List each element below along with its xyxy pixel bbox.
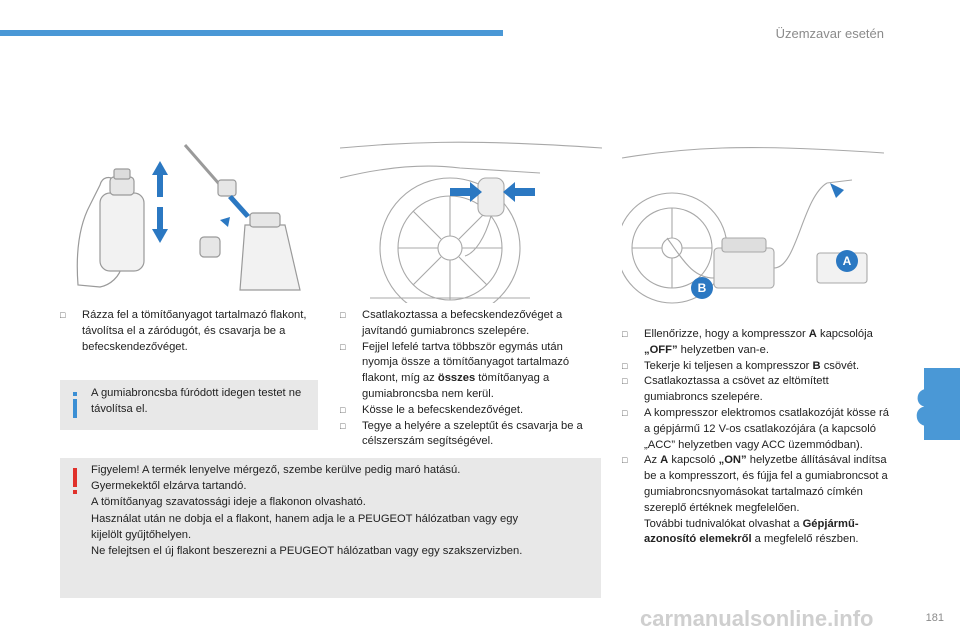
step-connect-power: □ A kompresszor elektromos csatlakozóját kösse rá a gépjármű 12 V-os csatlakozójára (a kapcsoló „ACC” helyzetben vagy ACC üzemmódban). — [622, 406, 892, 453]
warning-box — [60, 458, 601, 598]
step-unwind-hose: □ Tekerje ki teljesen a kompresszor B csövét. — [622, 359, 892, 375]
warning-icon — [70, 466, 80, 496]
warning-line: Figyelem! A termék lenyelve mérgező, szembe kerülve pedig maró hatású. — [91, 464, 461, 476]
label-b: B — [697, 281, 707, 295]
warning-line: Használat után ne dobja el a flakont, hanem adja le a PEUGEOT hálózatban vagy egy — [91, 512, 519, 525]
header-accent-bar — [0, 30, 503, 36]
steps-column-2 — [340, 308, 602, 450]
illustration-compressor — [622, 138, 884, 308]
steps-column-3 — [622, 327, 892, 548]
step-refit-valve: □ Tegye a helyére a szeleptűt és csavarja be a célszerszám segítségével. — [340, 419, 602, 451]
page-number: 181 — [925, 612, 944, 624]
chapter-number: 8 — [914, 378, 946, 438]
watermark: carmanualsonline.info — [640, 606, 874, 631]
wheel-drawing — [340, 138, 602, 303]
step-disconnect-injector: □ Kösse le a befecskendezővéget. — [340, 403, 602, 419]
warning-line: kijelölt gyűjtőhelyen. — [91, 528, 192, 541]
step-connect-hose: □ Csatlakoztassa a csövet az eltömített gumiabroncs szelepére. — [622, 374, 892, 406]
illustration-wheel-injection — [340, 138, 602, 303]
label-a: A — [842, 254, 852, 268]
sealant-bottle-drawing — [60, 125, 320, 295]
info-icon — [70, 390, 80, 420]
section-title: Üzemzavar esetén — [775, 26, 884, 41]
step-shake-bottle: □ Rázza fel a tömítőanyagot tartalmazó flakont, távolítsa el a záródugót, és csavarja be a befecskendezővéget. — [60, 308, 315, 355]
info-text: A gumiabroncsba fúródott idegen testet ne távolítsa el. — [91, 387, 302, 415]
step-start-compressor: □ Az A kapcsoló „ON” helyzetbe állításával indítsa be a kompresszort, és fújja fel a gumiabroncsot a gumiabroncsnyomásokat tartalmazó címkén szereplő értéknek megfelelően. További tudnivalókat olvashat a Gépjármű-azonosító elemekről a megfelelő részben. — [622, 453, 892, 548]
illustration-sealant-bottle — [60, 125, 320, 295]
warning-line: Gyermekektől elzárva tartandó. — [91, 480, 247, 493]
steps-column-1 — [60, 308, 315, 355]
step-squeeze-bottle: □ Fejjel lefelé tartva többször egymás után nyomja össze a tömítőanyagot tartalmazó flakont, míg az összes tömítőanyag a gumiabroncsba nem kerül. — [340, 340, 602, 403]
step-check-switch: □ Ellenőrizze, hogy a kompresszor A kapcsolója „OFF” helyzetben van-e. — [622, 327, 892, 359]
info-box — [60, 380, 318, 430]
step-connect-injector: □ Csatlakoztassa a befecskendezővéget a javítandó gumiabroncs szelepére. — [340, 308, 602, 340]
warning-line: A tömítőanyag szavatossági ideje a flakonon olvasható. — [91, 496, 366, 509]
warning-line: Ne felejtsen el új flakont beszerezni a PEUGEOT hálózatban vagy egy szakszervizben. — [91, 545, 523, 558]
compressor-drawing — [622, 138, 884, 308]
